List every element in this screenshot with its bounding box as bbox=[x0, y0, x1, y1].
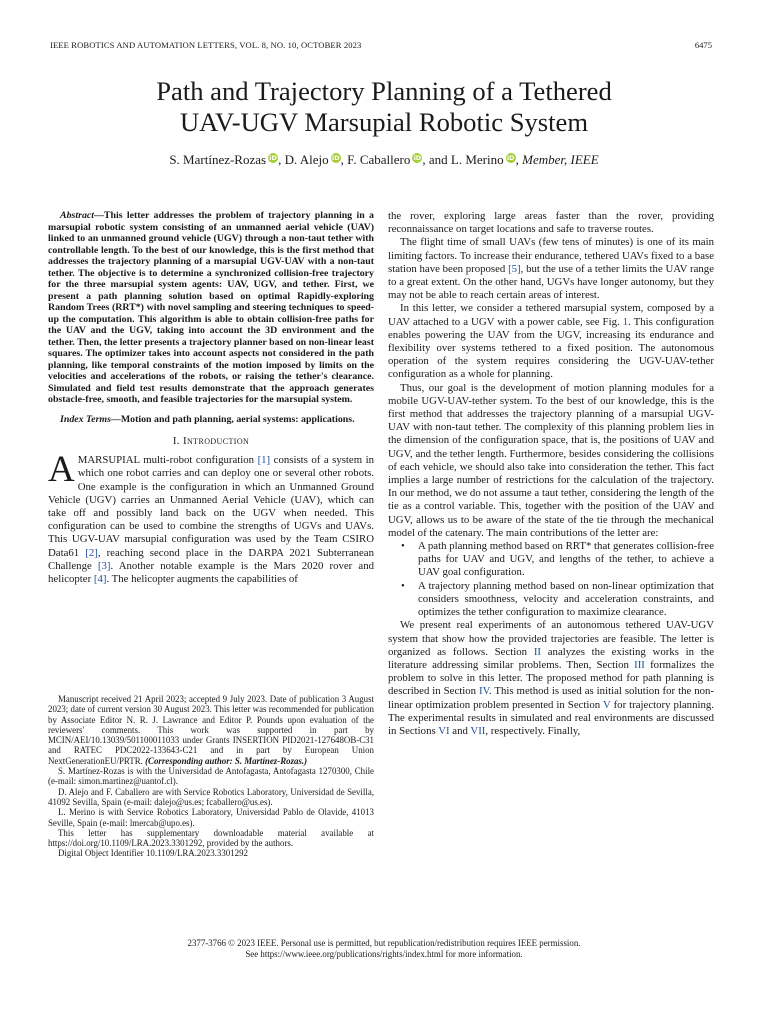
abstract-text: —This letter addresses the problem of trajectory planning in a marsupial robotic system consisting of an unmanned aerial vehicle (UAV) linked to an unmanned ground vehicle (UGV) through a non-taut tether with controllable length. To the best of our knowledge, this is the first method that addresses the trajectory planning of a marsupial UGV-UAV with a non-taut tether. The objective is to determine a synchronized collision-free trajectory for the three marsupial system agents: UAV, UGV, and tether. First, we present a path planning solution based on optimal Rapidly-exploring Random Trees (RRT*) with novel sampling and steering techniques to speed-up the computation. This algorithm is able to obtain collision-free paths for the UAV and the UGV, taking into account the 3D environment and the tether. Then, the letter presents a trajectory planner based on non-linear least squares. The optimizer takes into account aspects not considered in the path planning, like temporal constraints of the motion imposed by limits on the velocities and accelerations of the robots, or raising the tether's clearance. Simulated and field test results demonstrate that the approach generates obstacle-free, smooth, and feasible trajectories for the marsupial system. bbox=[48, 210, 374, 405]
section-link[interactable]: II bbox=[533, 645, 542, 658]
orcid-icon[interactable]: iD bbox=[506, 154, 515, 162]
title-line-1: Path and Trajectory Planning of a Tethered bbox=[156, 76, 612, 106]
body-paragraph bbox=[388, 236, 714, 302]
running-header: IEEE ROBOTICS AND AUTOMATION LETTERS, VOL. 8, NO. 10, OCTOBER 2023 bbox=[50, 40, 362, 50]
footnote-affiliation: D. Alejo and F. Caballero are with Service Robotics Laboratory, Universidad de Sevilla, 41092 Sevilla, Spain (e-mail: dalejo@us.es; fcaballero@us.es). bbox=[48, 786, 374, 807]
author-name: , D. Alejo bbox=[278, 152, 329, 167]
text-run: consists of a system in which one robot carries and can deploy one or several other robots. One example is the configuration in which an Unmanned Ground Vehicle (UGV) carries an Unmanned Aerial Vehicle (UAV), which can take off and possibly land back on the UGV when needed. This configuration can be used to combine the strengths of UGVs and UAVs. This UGV-UAV marsupial configuration was used by the Team CSIRO Data61 bbox=[48, 454, 374, 559]
text-run: The flight time of small UAVs (few tens of minutes) is one of its main limiting factors. To increase their endurance, tethered UAVs fixed to a base station have been proposed bbox=[388, 236, 714, 275]
citation-link[interactable]: [3] bbox=[97, 559, 111, 572]
text-run: In this letter, we consider a tethered marsupial system, composed by a UAV attached to a UGV with a power cable, see Fig. bbox=[388, 302, 714, 328]
abstract bbox=[48, 210, 374, 406]
author-name: , F. Caballero bbox=[340, 152, 411, 167]
citation-link[interactable]: [4] bbox=[93, 573, 107, 586]
author-membership: , Member, IEEE bbox=[515, 152, 599, 167]
section-link[interactable]: V bbox=[602, 698, 611, 711]
section-link[interactable]: VII bbox=[470, 724, 486, 737]
footnote-supplementary: This letter has supplementary downloadable material available at https://doi.org/10.1109/LRA.2023.3301292, provided by the authors. bbox=[48, 827, 374, 849]
text-run: analyzes the existing works in the literature addressing similar problems. Then, Section bbox=[388, 645, 714, 671]
body-paragraph: Thus, our goal is the development of motion planning modules for a mobile UGV-UAV-tether system. To the best of our knowledge, this is the first method that addresses the trajectory planning of a marsupial UGV-UAV with non-taut tether. The complexity of this planning problem lies in the dimension of the configuration space, that is, the positions of UAV and UGV, and the tether length. Furthermore, besides considering the collisions of each vehicle, we should also take into consideration the tether. This fact implies a large number of restrictions for the calculation of the trajectory. In our method, we do not assume a taut tether, considering the length of the tie as a control variable. This, together with the position of the UAV and UGV, allows us to be aware of the state of the tie through the mechanical model of the catenary. The main contributions of the letter are: bbox=[388, 381, 714, 539]
author-name: , and L. Merino bbox=[422, 152, 504, 167]
body-paragraph: the rover, exploring large areas faster than the rover, providing reconnaissance on target locations and safe to traverse routes. bbox=[388, 210, 714, 236]
section-link[interactable]: III bbox=[634, 658, 645, 671]
text-run: for trajectory planning. The experimental results in simulated and real environments are discussed in Sections bbox=[388, 698, 714, 737]
body-paragraph bbox=[388, 302, 714, 381]
section-link[interactable]: VI bbox=[438, 724, 450, 737]
text-run: . This configuration enables powering the UAV from the UGV, increasing its endurance and flexibility over systems tethered to a fixed position. The autonomous operation of the system requires considering the UGV-UAV-tether configuration as a whole for planning. bbox=[388, 315, 714, 381]
body-paragraph bbox=[388, 619, 714, 738]
text-run: We present real experiments of an autonomous tethered UAV-UGV system that show how the provided trajectories are feasible. The letter is organized as follows. Section bbox=[388, 619, 714, 658]
orcid-icon[interactable]: iD bbox=[331, 154, 340, 162]
text-run: Manuscript received 21 April 2023; accepted 9 July 2023. Date of publication 3 August 2023; date of current version 30 August 2023. This letter was recommended for publication by Associate Editor N. R. J. Lawrance and Editor P. Pounds upon evaluation of the reviewers' comments. This work was supported in part by MCIN/AEI/10.13039/501100011033 under Grants INSERTION PID2021-127648OB-C31 and RATEC PDC2022-133643-C21 and in part by European Union NextGenerationEU/PRTR. bbox=[48, 694, 374, 766]
copyright-footer bbox=[40, 938, 728, 959]
citation-link[interactable]: [1] bbox=[257, 454, 271, 467]
author-name: S. Martínez-Rozas bbox=[169, 152, 267, 167]
orcid-icon[interactable]: iD bbox=[413, 154, 422, 162]
text-run: , but the use of a tether limits the UAV range to a great extent. On the other hand, UGVs have longer autonomy, but they may not be able to reach certain areas of interest. bbox=[388, 262, 714, 302]
right-column bbox=[388, 210, 714, 738]
index-terms-text: —Motion and path planning, aerial systems: applications. bbox=[110, 413, 355, 425]
text-run: . This method is used as initial solution for the non-linear optimization problem presented in Section bbox=[388, 685, 714, 711]
section-heading-introduction: I. Introduction bbox=[172, 435, 250, 447]
text-run: . Another notable example is the Mars 2020 rover and helicopter bbox=[48, 559, 374, 586]
footnote-affiliation: S. Martínez-Rozas is with the Universidad de Antofagasta, Antofagasta 1270300, Chile (e-mail: simon.martinez@uantof.cl). bbox=[48, 766, 374, 787]
text-run: , reaching second place in the DARPA 2021 Subterranean Challenge bbox=[48, 546, 374, 572]
drop-cap: A bbox=[48, 449, 75, 491]
text-run: MARSUPIAL multi-robot configuration bbox=[77, 454, 258, 467]
text-run: . The helicopter augments the capabilities of bbox=[106, 573, 298, 586]
contributions-list bbox=[388, 540, 714, 619]
footnote-affiliation: L. Merino is with Service Robotics Laboratory, Universidad Pablo de Olavide, 41013 Seville, Spain (e-mail: lmercab@upo.es). bbox=[48, 807, 374, 828]
rights-link[interactable]: See https://www.ieee.org/publications/rights/index.html for more information. bbox=[245, 948, 523, 959]
text-run: , respectively. Finally, bbox=[485, 724, 581, 737]
citation-link[interactable]: [2] bbox=[85, 546, 98, 559]
abstract-label: Abstract bbox=[60, 210, 95, 221]
text-run: formalizes the problem to solve in this letter. The proposed method for path planning is described in Section bbox=[388, 658, 715, 698]
figure-link[interactable]: 1 bbox=[622, 315, 629, 328]
text-run: and bbox=[449, 724, 471, 737]
citation-link[interactable]: [5] bbox=[508, 262, 521, 275]
list-item: • A path planning method based on RRT* that generates collision-free paths for UAV and UGV, and lengths of the tether, to achieve a UAV goal configuration. bbox=[418, 540, 714, 580]
list-item: • A trajectory planning method based on non-linear optimization that considers smoothness, velocity and acceleration constraints, and optimizes the tether configuration to maximize clearance. bbox=[418, 580, 714, 620]
page-number: 6475 bbox=[694, 40, 712, 50]
intro-paragraph bbox=[48, 449, 374, 586]
footnote-manuscript bbox=[48, 694, 374, 766]
index-terms-label: Index Terms bbox=[60, 413, 111, 425]
copyright-line: 2377-3766 © 2023 IEEE. Personal use is permitted, but republication/redistribution requires IEEE permission. bbox=[187, 938, 581, 948]
footnotes bbox=[48, 694, 374, 859]
author-list bbox=[40, 152, 728, 168]
index-terms bbox=[48, 414, 374, 426]
section-link[interactable]: IV bbox=[478, 685, 489, 698]
paper-title bbox=[40, 76, 728, 138]
corresponding-author: (Corresponding author: S. Martínez-Rozas.) bbox=[145, 755, 308, 766]
title-line-2: UAV-UGV Marsupial Robotic System bbox=[179, 107, 589, 137]
footnote-doi: Digital Object Identifier 10.1109/LRA.2023.3301292 bbox=[58, 848, 248, 859]
left-column bbox=[48, 210, 374, 586]
orcid-icon[interactable]: iD bbox=[269, 154, 277, 162]
